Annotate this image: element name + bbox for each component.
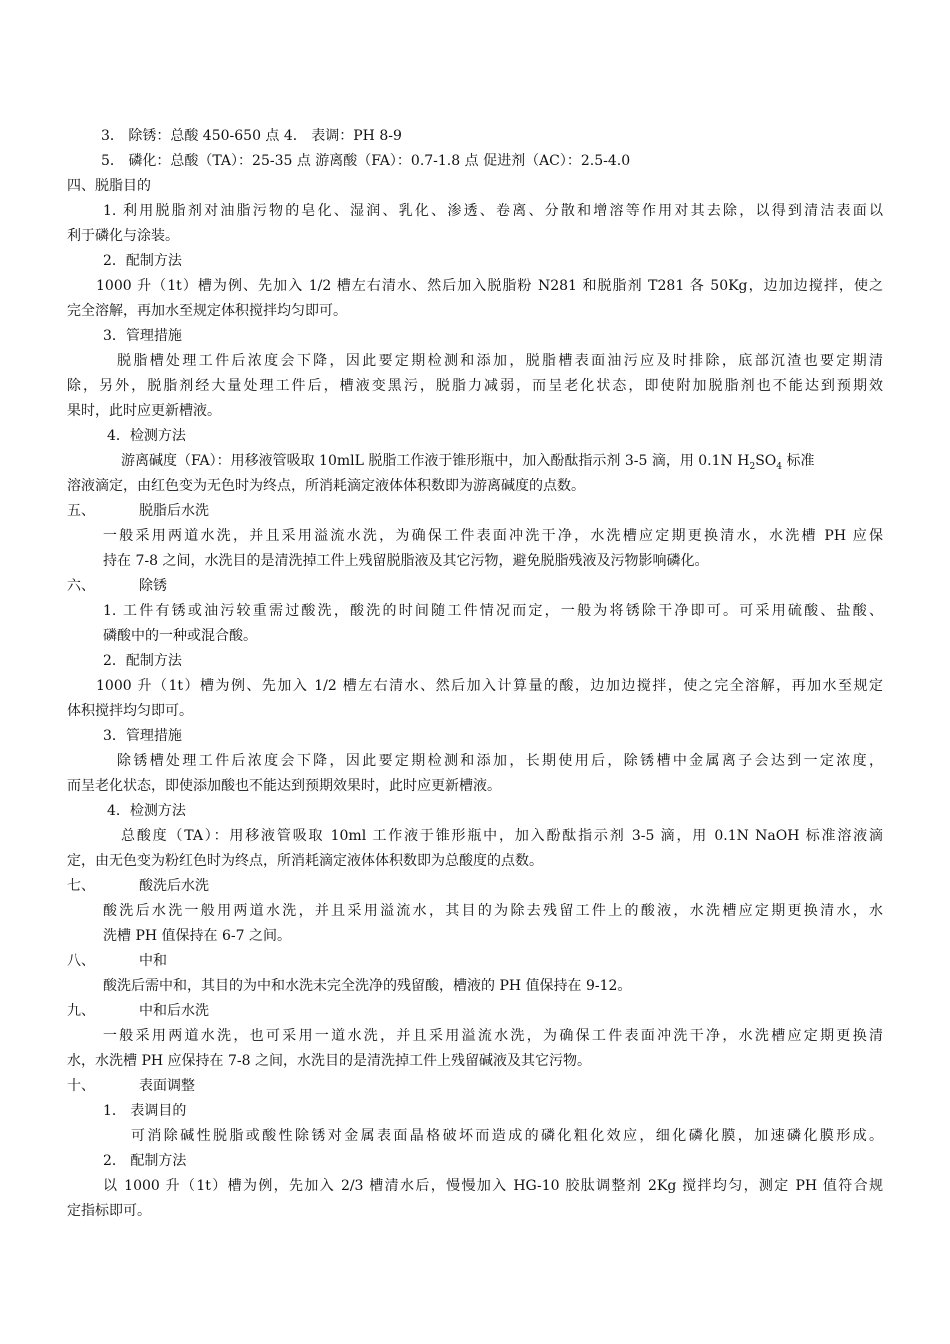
section-heading-rinse-after-neutralization: 九、 中和后水洗 [67,1003,209,1019]
paragraph-line-formula: 游离碱度（FA）：用移液管吸取 10mlL 脱脂工作液于锥形瓶中，加入酚酞指示剂 3-5 滴，用 0.1N $H_2SO_4$ 标准 [121,453,815,472]
paragraph-line: 体积搅拌均匀即可。 [67,703,193,719]
subheading-preparation: 2．配制方法 [103,653,182,669]
paragraph-line: 脱脂槽处理工件后浓度会下降，因此要定期检测和添加，脱脂槽表面油污应及时排除，底部沉渣也要定期清 [117,353,883,369]
paragraph-line: 除，另外，脱脂剂经大量处理工件后，槽液变黑污，脱脂力减弱，而呈老化状态，即使附加脱脂剂也不能达到预期效 [67,378,883,394]
section-heading-rinse-after-pickling: 七、 酸洗后水洗 [67,878,209,894]
paragraph-line: 1. 工件有锈或油污较重需过酸洗，酸洗的时间随工件情况而定，一般为将锈除干净即可。可采用硫酸、盐酸、 [103,603,883,619]
paragraph-line: 定，由无色变为粉红色时为终点，所消耗滴定液体体积数即为总酸度的点数。 [67,853,543,869]
subheading-detection: 4．检测方法 [107,428,186,444]
paragraph-line: 磷酸中的一种或混合酸。 [103,628,257,644]
section-heading-neutralization: 八、 中和 [67,953,167,969]
paragraph-line: 可消除碱性脱脂或酸性除锈对金属表面晶格破坏而造成的磷化粗化效应，细化磷化膜，加速磷化膜形成。 [131,1128,883,1144]
paragraph-line: 总酸度（TA）：用移液管吸取 10ml 工作液于锥形瓶中，加入酚酞指示剂 3-5 滴，用 0.1N NaOH 标准溶液滴 [121,828,883,844]
paragraph-line: 利于磷化与涂装。 [67,228,179,244]
subheading-management: 3．管理措施 [103,328,182,344]
paragraph-line: 定指标即可。 [67,1203,151,1219]
subheading-preparation: 2． 配制方法 [103,1153,187,1169]
paragraph-line: 完全溶解，再加水至规定体积搅拌均匀即可。 [67,303,347,319]
section-heading-derusting: 六、 除锈 [67,578,167,594]
subheading-management: 3．管理措施 [103,728,182,744]
paragraph-line: 而呈老化状态，即使添加酸也不能达到预期效果时，此时应更新槽液。 [67,778,501,794]
paragraph-line: 水，水洗槽 PH 应保持在 7-8 之间，水洗目的是清洗掉工件上残留碱液及其它污物。 [67,1053,591,1069]
subheading-purpose: 1． 表调目的 [103,1103,187,1119]
subheading-preparation: 2．配制方法 [103,253,182,269]
paragraph-line: 1. 利用脱脂剂对油脂污物的皂化、湿润、乳化、渗透、卷离、分散和增溶等作用对其去除，以得到清洁表面以 [103,203,883,219]
paragraph-line: 一般采用两道水洗，也可采用一道水洗，并且采用溢流水洗，为确保工件表面冲洗干净，水洗槽应定期更换清 [103,1028,883,1044]
paragraph-line: 溶液滴定，由红色变为无色时为终点，所消耗滴定液体体积数即为游离碱度的点数。 [67,478,585,494]
paragraph-line: 1000 升（1t）槽为例、先加入 1/2 槽左右清水、然后加入脱脂粉 N281 和脱脂剂 T281 各 50Kg，边加边搅拌，使之 [96,278,883,294]
paragraph-line: 一般采用两道水洗，并且采用溢流水洗，为确保工件表面冲洗干净，水洗槽应定期更换清水，水洗槽 PH 应保 [103,528,883,544]
paragraph-line: 持在 7-8 之间，水洗目的是清洗掉工件上残留脱脂液及其它污物，避免脱脂残液及污物影响磷化。 [103,553,709,569]
section-heading-surface-conditioning: 十、 表面调整 [67,1078,195,1094]
paragraph-line: 1000 升（1t）槽为例、先加入 1/2 槽左右清水、然后加入计算量的酸，边加边搅拌，使之完全溶解，再加水至规定 [96,678,883,694]
paragraph-line: 酸洗后水洗一般用两道水洗，并且采用溢流水，其目的为除去残留工件上的酸液，水洗槽应定期更换清水，水 [103,903,883,919]
paragraph-line: 果时，此时应更新槽液。 [67,403,221,419]
subheading-detection: 4．检测方法 [107,803,186,819]
spec-line-phosphating: 5． 磷化：总酸（TA）：25-35 点 游离酸（FA）：0.7-1.8 点 促进剂（AC）：2.5-4.0 [101,153,631,169]
paragraph-line: 以 1000 升（1t）槽为例，先加入 2/3 槽清水后，慢慢加入 HG-10 胶肽调整剂 2Kg 搅拌均匀，测定 PH 值符合规 [103,1178,883,1194]
section-heading-rinse-after-degreasing: 五、 脱脂后水洗 [67,503,209,519]
paragraph-line: 洗槽 PH 值保持在 6-7 之间。 [103,928,291,944]
paragraph-line: 酸洗后需中和，其目的为中和水洗未完全洗净的残留酸，槽液的 PH 值保持在 9-12。 [103,978,632,994]
spec-line-derust-surface: 3． 除锈：总酸 450-650 点 4． 表调：PH 8-9 [101,128,402,144]
paragraph-line: 除锈槽处理工件后浓度会下降，因此要定期检测和添加，长期使用后，除锈槽中金属离子会达到一定浓度， [117,753,883,769]
section-heading-degreasing-purpose: 四、脱脂目的 [67,178,151,194]
